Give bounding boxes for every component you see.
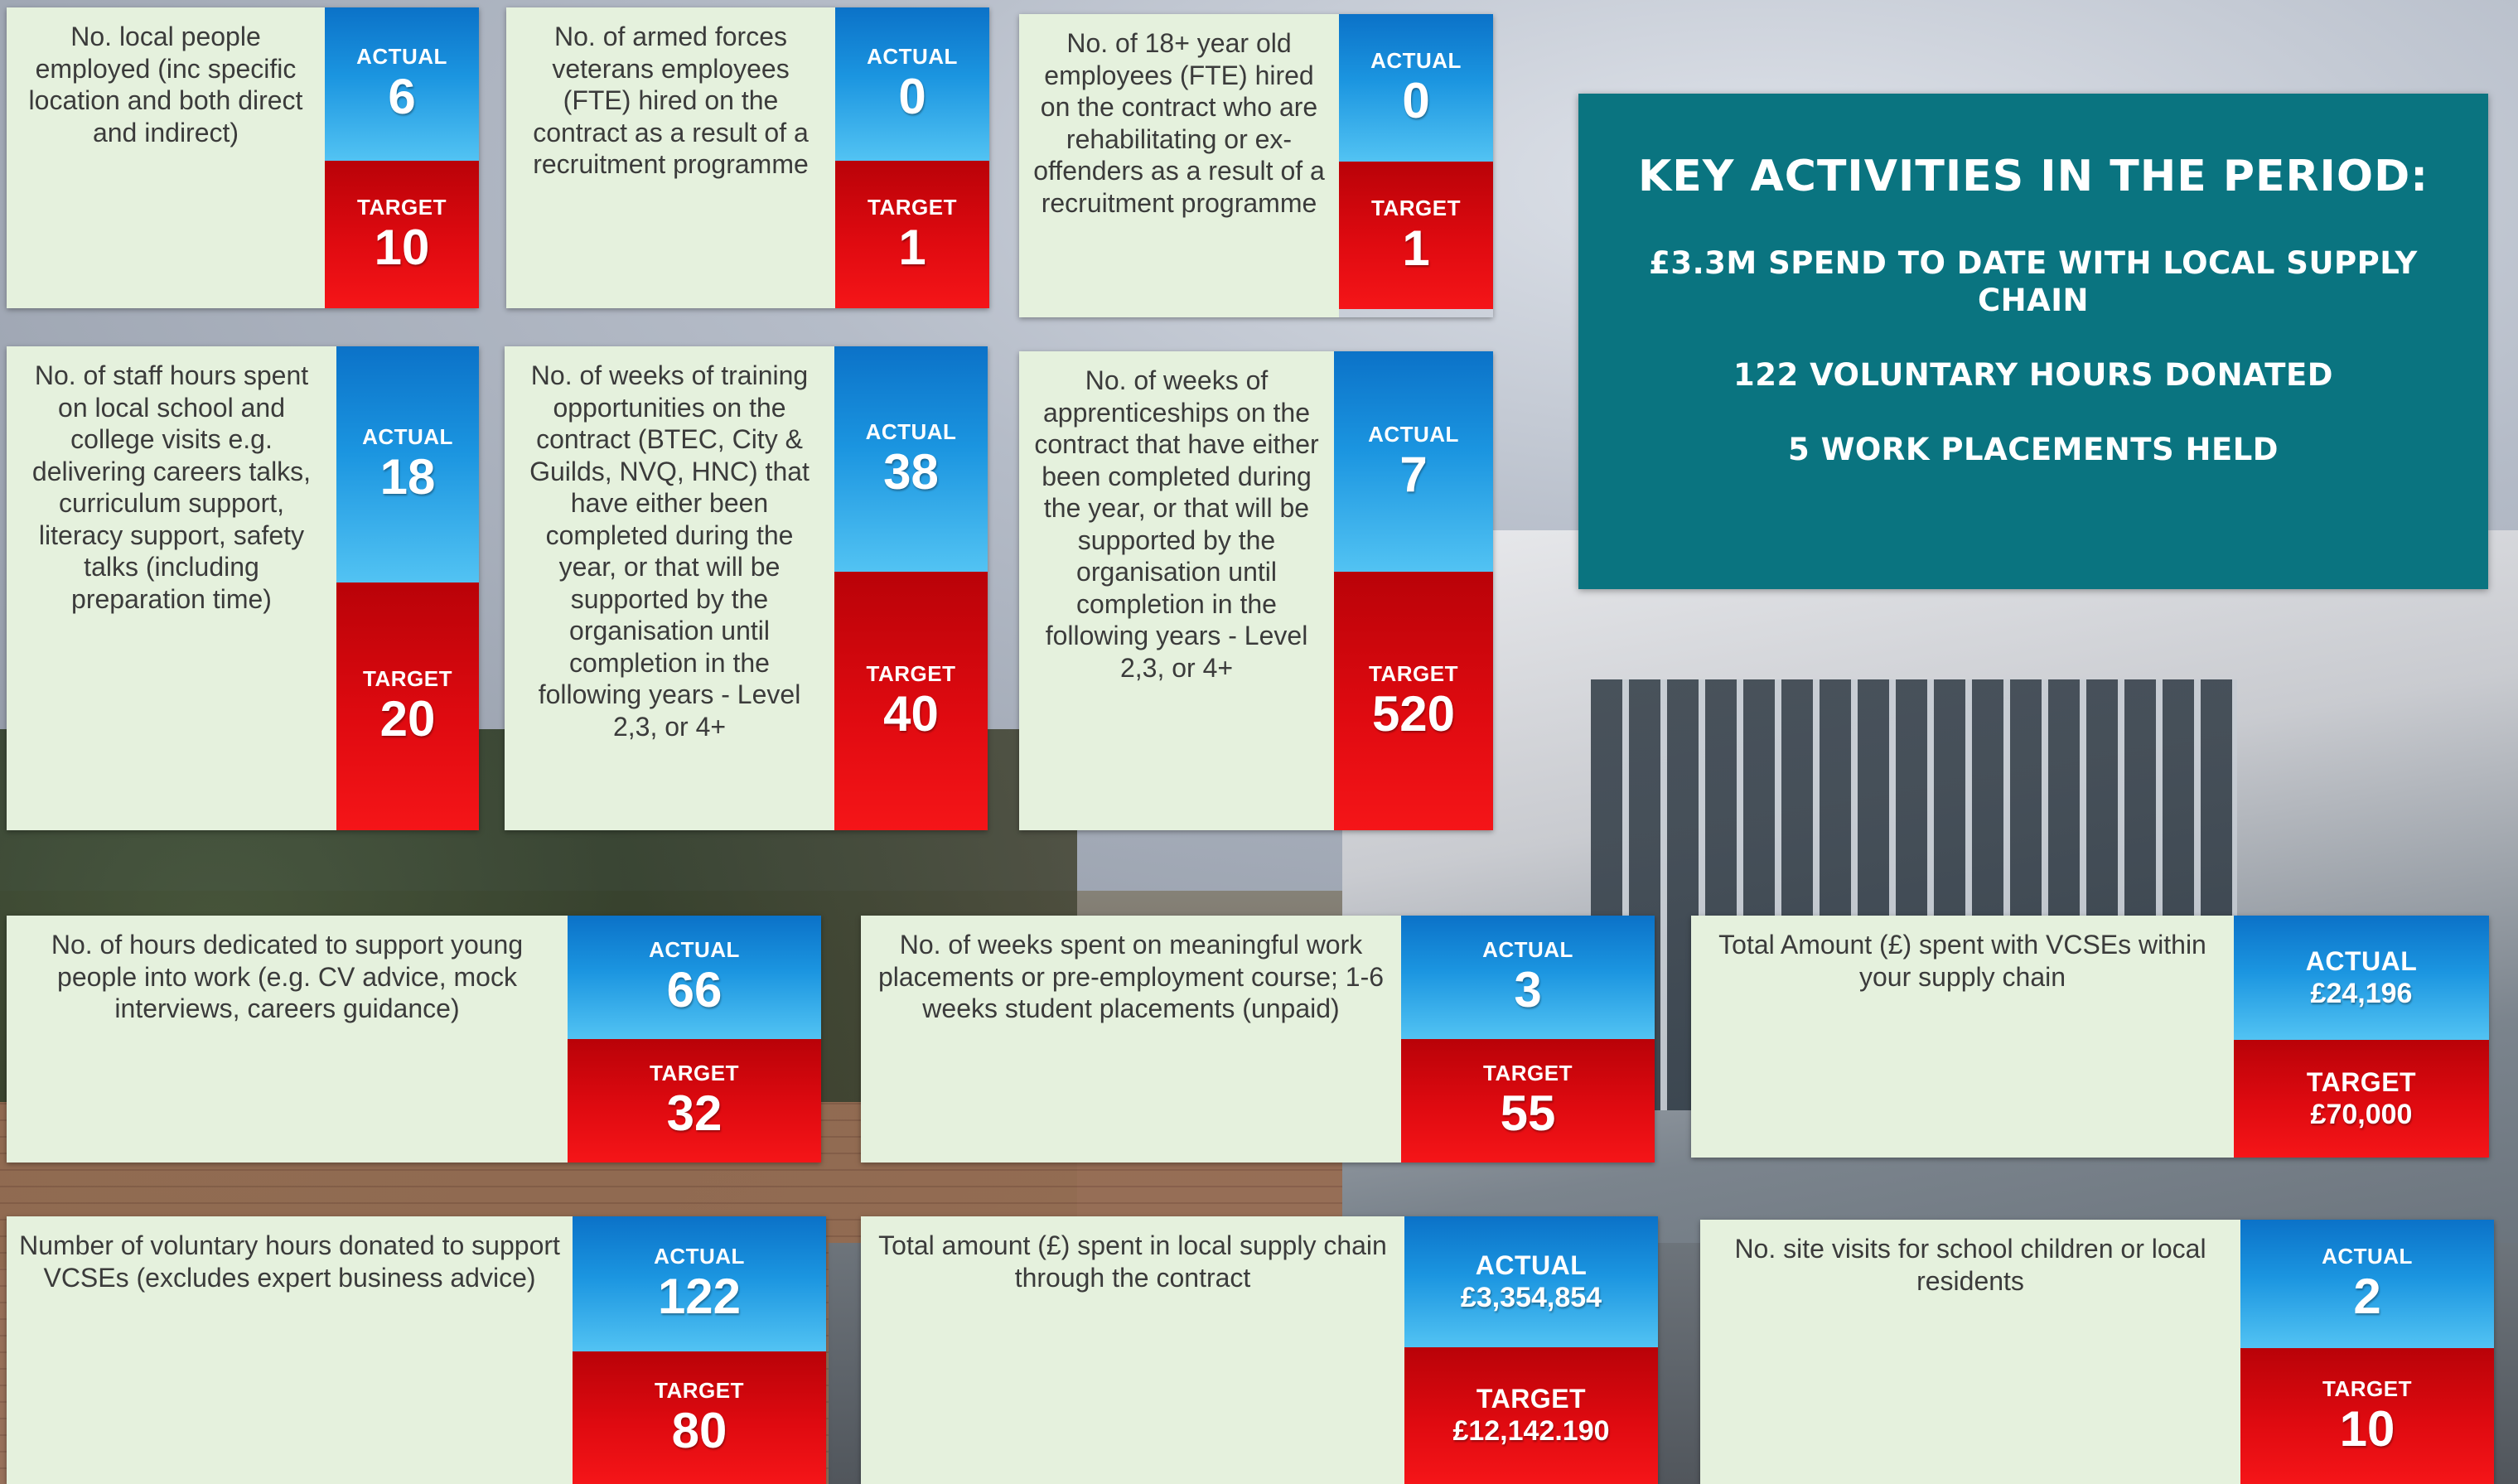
card-ex-offenders — [1019, 14, 1493, 317]
actual-label: ACTUAL — [654, 1244, 745, 1269]
card-voluntary-hours — [7, 1216, 826, 1484]
target-label: TARGET — [1371, 195, 1461, 220]
target-label: TARGET — [866, 660, 956, 686]
target-box — [568, 1039, 821, 1163]
actual-value: 6 — [388, 69, 416, 124]
card-description: No. of weeks spent on meaningful work placements or pre-employment course; 1-6 weeks student placements (unpaid) — [861, 916, 1401, 1163]
target-label: TARGET — [2322, 1375, 2412, 1401]
card-description: No. local people employed (inc specific location and both direct and indirect) — [7, 7, 325, 308]
card-training-weeks — [505, 346, 988, 830]
target-box — [835, 161, 989, 308]
actual-value: 122 — [657, 1269, 742, 1324]
card-description: No. of weeks of apprenticeships on the contract that have either been completed during the year, or that will be supported by the organisation until completion in the following years - Level 2,3, or 4+ — [1019, 351, 1334, 830]
actual-label: ACTUAL — [362, 424, 453, 449]
key-activity-item: 5 WORK PLACEMENTS HELD — [1787, 432, 2279, 467]
actual-value: 2 — [2353, 1269, 2381, 1324]
actual-label: ACTUAL — [1370, 47, 1462, 73]
target-label: TARGET — [363, 666, 452, 691]
actual-value: 0 — [1402, 72, 1430, 128]
target-value: 1 — [1402, 220, 1430, 276]
target-value: 55 — [1500, 1085, 1556, 1141]
target-label: TARGET — [868, 194, 957, 220]
actual-value: £3,354,854 — [1460, 1281, 1602, 1313]
actual-label: ACTUAL — [1368, 421, 1459, 447]
card-local-supply-chain-spend — [861, 1216, 1658, 1484]
actual-label: ACTUAL — [2305, 945, 2418, 976]
actual-box — [336, 346, 479, 582]
card-apprenticeship-weeks — [1019, 351, 1493, 830]
target-label: TARGET — [1476, 1384, 1587, 1414]
actual-label: ACTUAL — [1475, 1250, 1588, 1280]
card-description: No. of hours dedicated to support young people into work (e.g. CV advice, mock interviews, careers guidance) — [7, 916, 568, 1163]
target-label: TARGET — [1483, 1061, 1573, 1085]
target-box — [1404, 1347, 1658, 1484]
card-description: Total Amount (£) spent with VCSEs within your supply chain — [1691, 916, 2234, 1158]
target-value: 10 — [2339, 1400, 2395, 1457]
card-vcse-spend — [1691, 916, 2489, 1158]
card-work-placements — [861, 916, 1655, 1163]
target-value: 1 — [898, 219, 926, 275]
card-description: No. of weeks of training opportunities on the contract (BTEC, City & Guilds, NVQ, HNC) that have either been completed during the year, or that will be supported by the organisation until completion in the following years - Level 2,3, or 4+ — [505, 346, 834, 830]
target-label: TARGET — [357, 194, 447, 220]
target-box — [834, 572, 988, 830]
card-staff-hours-school-visits — [7, 346, 479, 830]
target-value: 520 — [1371, 685, 1456, 742]
target-box — [1401, 1039, 1655, 1163]
target-label: TARGET — [655, 1377, 744, 1403]
actual-box — [1401, 916, 1655, 1039]
card-local-people-employed — [7, 7, 479, 308]
target-label: TARGET — [1369, 660, 1458, 686]
card-description: No. of staff hours spent on local school and college visits e.g. delivering careers talks, curriculum support, literacy support, safety talks (including preparation time) — [7, 346, 336, 830]
actual-box — [1404, 1216, 1658, 1347]
target-value: 32 — [666, 1085, 723, 1141]
target-label: TARGET — [2306, 1066, 2417, 1097]
key-activity-item: 122 VOLUNTARY HOURS DONATED — [1733, 357, 2334, 393]
actual-box — [573, 1216, 826, 1351]
actual-box — [834, 346, 988, 572]
card-description: Number of voluntary hours donated to support VCSEs (excludes expert business advice) — [7, 1216, 573, 1484]
target-value: 80 — [671, 1402, 727, 1458]
actual-box — [568, 916, 821, 1039]
target-box — [1339, 162, 1493, 309]
card-description: No. of 18+ year old employees (FTE) hired on the contract who are rehabilitating or ex-offenders as a result of a recruitment programme — [1019, 14, 1339, 317]
card-description: No. site visits for school children or local residents — [1700, 1220, 2240, 1484]
actual-value: 7 — [1399, 446, 1428, 502]
key-activity-item: £3.3M SPEND TO DATE WITH LOCAL SUPPLY CHAIN — [1649, 245, 2418, 318]
target-box — [336, 582, 479, 830]
target-value: 20 — [379, 691, 436, 747]
actual-label: ACTUAL — [1482, 937, 1573, 962]
target-label: TARGET — [650, 1061, 739, 1085]
card-young-people-work-hours — [7, 916, 821, 1163]
target-box — [2240, 1348, 2494, 1484]
target-box — [1334, 572, 1493, 830]
card-description: No. of armed forces veterans employees (FTE) hired on the contract as a result of a recruitment programme — [506, 7, 835, 308]
target-box — [2234, 1040, 2489, 1158]
actual-label: ACTUAL — [865, 418, 957, 444]
actual-box — [2234, 916, 2489, 1040]
actual-label: ACTUAL — [867, 44, 958, 69]
actual-value: 66 — [666, 962, 723, 1018]
target-value: £12,142.190 — [1452, 1415, 1610, 1447]
target-value: 10 — [374, 219, 430, 275]
actual-value: 3 — [1514, 962, 1542, 1018]
actual-box — [1334, 351, 1493, 572]
actual-box — [835, 7, 989, 161]
actual-box — [325, 7, 479, 161]
card-description: Total amount (£) spent in local supply chain through the contract — [861, 1216, 1404, 1484]
actual-value: 0 — [898, 69, 926, 124]
actual-label: ACTUAL — [649, 937, 740, 962]
card-site-visits — [1700, 1220, 2494, 1484]
target-value: £70,000 — [2310, 1098, 2413, 1130]
actual-label: ACTUAL — [2322, 1244, 2413, 1269]
actual-label: ACTUAL — [356, 44, 447, 69]
target-box — [573, 1351, 826, 1484]
target-box — [325, 161, 479, 308]
key-activities-panel — [1578, 94, 2488, 589]
actual-value: 38 — [883, 443, 939, 500]
card-armed-forces-veterans — [506, 7, 989, 308]
actual-value: 18 — [379, 449, 436, 505]
actual-box — [1339, 14, 1493, 162]
actual-value: £24,196 — [2310, 977, 2413, 1009]
key-activities-title: KEY ACTIVITIES IN THE PERIOD: — [1637, 152, 2429, 201]
target-value: 40 — [883, 685, 939, 742]
actual-box — [2240, 1220, 2494, 1348]
